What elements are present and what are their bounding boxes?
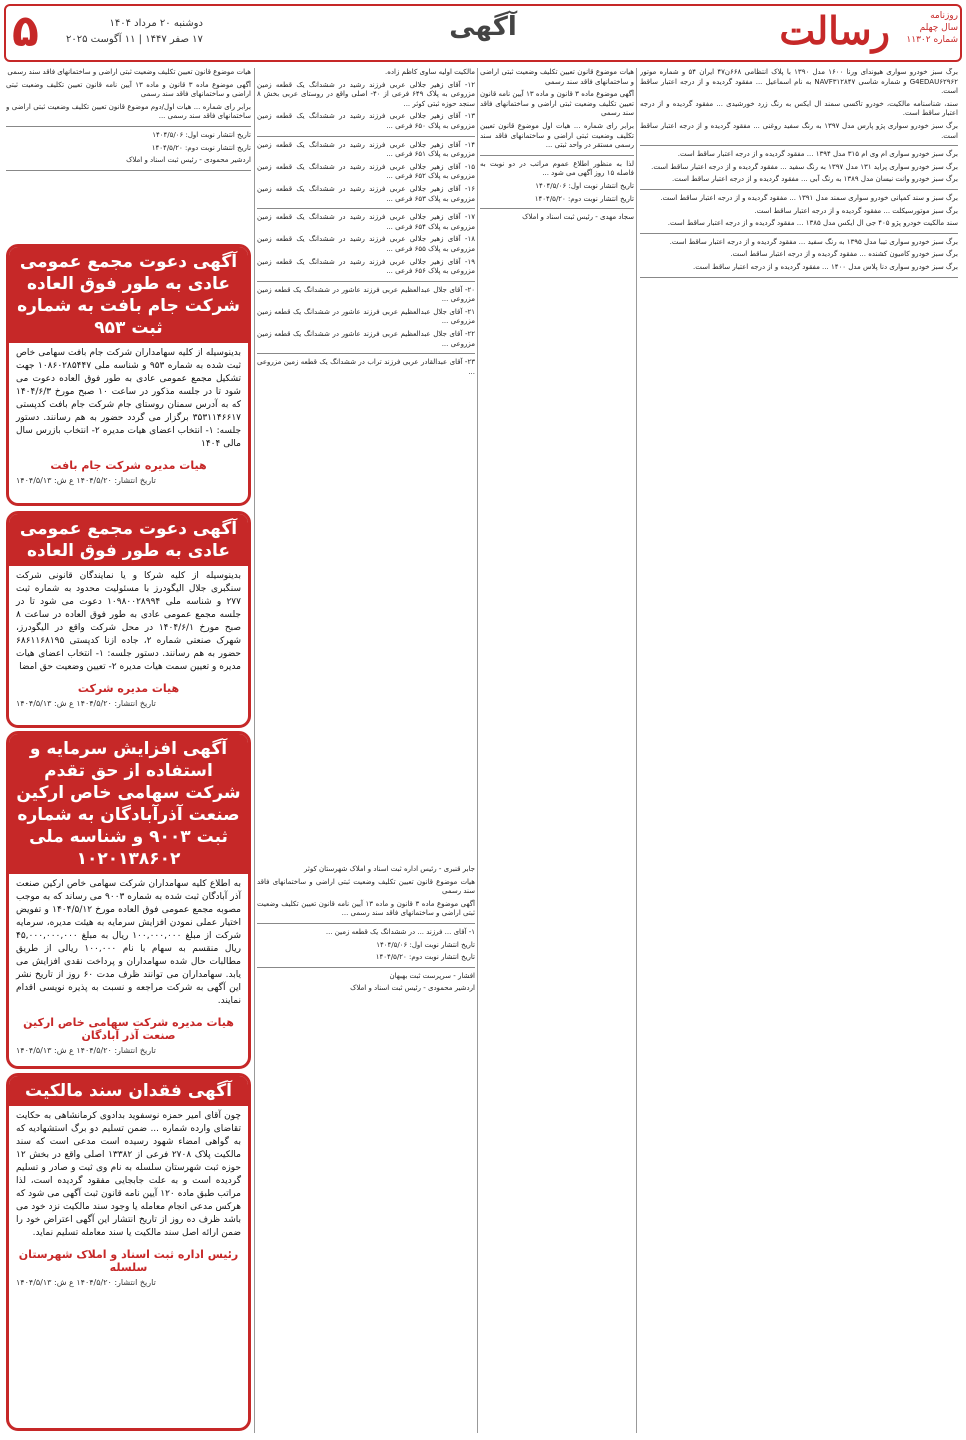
notice-paragraph: برگ سبز خودرو وانت نیسان مدل ۱۳۸۹ به رنگ آبی ... مفقود گردیده و از درجه اعتبار ساقط است. — [672, 175, 958, 184]
issue-dates — [66, 16, 203, 48]
page-number: ۵ — [12, 6, 39, 57]
notice-paragraph: ۱۶- آقای زهیر جلالی عربی فرزند رشید در ششدانگ یک قطعه زمین مزروعی به پلاک ۶۵۳ فرعی ... — [257, 184, 475, 203]
ad-general-meeting — [6, 511, 251, 728]
notice-paragraph: برگ سبز خودرو سواری پژو پارس مدل ۱۳۹۷ به رنگ سفید روغنی ... مفقود گردیده و از درجه اعتبار ساقط است. — [640, 121, 958, 140]
notice-paragraph: ۱- آقای ... فرزند ... در ششدانگ یک قطعه زمین ... — [325, 927, 475, 936]
ad-signature: هیات مدیره شرکت — [77, 682, 180, 695]
notice-paragraph: آگهی موضوع ماده ۳ قانون و ماده ۱۳ آیین نامه قانون تعیین تکلیف وضعیت ثبتی اراضی و ساختمانهای فاقد سند رسمی — [6, 80, 251, 99]
ad-signature: هیات مدیره شرکت سهامی خاص ارکین صنعت آذر آبادگان — [23, 1016, 234, 1042]
ad-title: آگهی دعوت مجمع عمومی عادی به طور فوق العاده شرکت جام بافت به شماره ثبت ۹۵۳ — [9, 247, 248, 343]
notice-paragraph: ۲۰- آقای جلال عبدالعظیم عربی فرزند عاشور در ششدانگ یک قطعه زمین مزروعی ... — [257, 285, 475, 304]
notice-paragraph: سند، شناسنامه مالکیت، خودرو تاکسی سمند ال ایکس به رنگ زرد خورشیدی ... مفقود گردیده و از درجه اعتبار ساقط است. — [640, 99, 958, 118]
column-divider — [636, 68, 637, 1433]
notice-paragraph: ۱۸- آقای زهیر جلالی عربی فرزند رشید در ششدانگ یک قطعه زمین مزروعی به پلاک ۶۵۵ فرعی ... — [257, 235, 475, 253]
notice-separator — [640, 145, 958, 146]
notice-paragraph: افشار - سرپرست ثبت بهبهان — [389, 971, 475, 980]
notice-paragraph: هیات موضوع قانون تعیین تکلیف وضعیت ثبتی اراضی و ساختمانهای فاقد سند رسمی — [7, 68, 251, 76]
ad-body: به اطلاع کلیه سهامداران شرکت سهامی خاص ارکین صنعت آذر آبادگان ثبت شده به شماره ۹۰۰۳ می رساند که به موجب مصوبه مجمع عمومی فوق العاده مورخ ۱۴۰۴/۵/۱۲ و تفویض اختیار عملی نمودن افزایش سرمایه به هیئت مدیره، سرمایه شرکت از مبلغ ۱۰۰,۰۰۰,۰۰۰ ریال به مبلغ ۴۵,۰۰۰,۰۰۰,۰۰۰ ریال منقسم به سهام با نام ۱۰۰,۰۰۰ ریالی از طریق مطالبات حال شده سهامداران و پرداخت نقدی افزایش می یابد. سهامداران می توانند ظرف مدت ۶۰ روز از تاریخ نشر این آگهی به شرکت مراجعه و نسبت به پذیره نویسی اقدام نمایند. — [16, 879, 242, 1006]
column-lost-documents — [640, 68, 958, 1433]
notice-paragraph: ۱۳- آقای زهیر جلالی عربی فرزند رشید در ششدانگ یک قطعه زمین مزروعی به پلاک ۶۵۰ فرعی ... — [257, 112, 475, 130]
notice-separator — [6, 170, 251, 171]
notice-paragraph: سند مالکیت خودرو پژو ۴۰۵ جی ال ایکس مدل ۱۳۸۵ ... مفقود گردیده و از درجه اعتبار ساقط است. — [667, 219, 958, 228]
notice-separator — [640, 233, 958, 234]
column-divider — [254, 68, 255, 1433]
ad-date: تاریخ انتشار: ۱۴۰۴/۵/۲۰ ع ش: ۱۴۰۴/۵/۱۳ — [16, 1046, 156, 1055]
ad-lost-deed — [6, 1073, 251, 1431]
notice-paragraph: ۲۲- آقای جلال عبدالعظیم عربی فرزند عاشور در ششدانگ یک قطعه زمین مزروعی ... — [257, 330, 475, 348]
notice-separator — [6, 126, 251, 127]
notice-paragraph: تاریخ انتشار نوبت اول: ۱۴۰۴/۵/۰۶ — [376, 940, 475, 949]
ad-date: تاریخ انتشار: ۱۴۰۴/۵/۲۰ ع ش: ۱۴۰۴/۵/۱۳ — [16, 1278, 156, 1287]
column-land-registry-2 — [257, 865, 475, 1425]
notice-paragraph: جابر قنبری - رئیس اداره ثبت اسناد و املاک شهرستان کوثر — [304, 865, 475, 873]
notice-paragraph: آگهی موضوع ماده ۳ قانون و ماده ۱۳ آیین نامه قانون تعیین تکلیف وضعیت ثبتی اراضی و ساختمانهای فاقد سند رسمی — [480, 90, 634, 118]
notice-paragraph: ۱۴- آقای زهیر جلالی عربی فرزند رشید در ششدانگ یک قطعه زمین مزروعی به پلاک ۶۵۱ فرعی ... — [257, 140, 475, 159]
notice-paragraph: برگ سبز و سند کمپانی خودرو سواری سمند مدل ۱۳۹۱ ... مفقود گردیده و از درجه اعتبار ساقط است. — [660, 193, 958, 202]
notice-separator — [257, 208, 475, 209]
notice-paragraph: برگ سبز خودرو سواری تیبا مدل ۱۳۹۵ به رنگ سفید ... مفقود گردیده و از درجه اعتبار ساقط است. — [669, 237, 958, 246]
column-divider — [477, 68, 478, 1433]
notice-paragraph: برگ سبز خودرو سواری ام وی ام ۳۱۵ مدل ۱۳۹۴ ... مفقود گردیده و از درجه اعتبار ساقط است. — [677, 150, 958, 159]
date-hijri-gregorian: ۱۷ صفر ۱۴۴۷ | ۱۱ آگوست ۲۰۲۵ — [66, 34, 203, 45]
notice-paragraph: برگ سبز خودرو سواری هیوندای ورنا ۱۶۰۰ مدل ۱۳۹۰ با پلاک انتظامی ۶۶۸ن۴۷ ایران ۵۴ و شماره موتور G4EDAU۶۲۹۶۲ و شماره شاسی NAVF۳۱۲۸۴۷ به نام اسماعیل ... مفقود گردیده و از درجه اعتبار ساقط است. — [640, 68, 958, 96]
date-persian: دوشنبه ۲۰ مرداد ۱۴۰۴ — [109, 18, 203, 29]
ad-title: آگهی دعوت مجمع عمومی عادی به طور فوق العاده — [9, 514, 248, 566]
ad-signature: هیات مدیره شرکت جام بافت — [50, 459, 207, 472]
notice-separator — [257, 353, 475, 354]
ad-title: آگهی افزایش سرمایه و استفاده از حق تقدم شرکت سهامی خاص ارکین صنعت آذرآبادگان به شماره ثبت ۹۰۰۳ و شناسه ملی ۱۰۲۰۱۳۸۶۰۲ — [9, 734, 248, 874]
notice-paragraph: ۱۲- آقای زهیر جلالی عربی فرزند رشید در ششدانگ یک قطعه زمین مزروعی به پلاک ۶۴۹ فرعی از ۴۰- اصلی واقع در روستای عربی بخش ۸ سنجد حوزه ثبتی کوثر ... — [257, 80, 475, 108]
notice-paragraph: آگهی موضوع ماده ۳ قانون و ماده ۱۳ آیین نامه قانون تعیین تکلیف وضعیت ثبتی اراضی و ساختمانهای فاقد سند رسمی ... — [257, 899, 475, 918]
notice-separator — [480, 208, 634, 209]
notice-separator — [257, 967, 475, 968]
section-title: آگهی — [449, 12, 517, 42]
ad-body: بدینوسیله از کلیه شرکا و یا نمایندگان قانونی شرکت سنگبری جلال الیگودرز با مسئولیت محدود به شماره ثبت ۲۷۷ و شناسه ملی ۱۰۹۸۰۰۲۸۹۹۴ دعوت می شود تا در جلسه مجمع عمومی عادی به طور فوق العاده در ساعت ۸ صبح مورخ ۱۴۰۴/۶/۱ در محل شرکت واقع در الیگودرز، شهرک صنعتی شماره ۲، جاده ازنا کدپستی ۶۸۶۱۱۶۸۱۹۵ حضور به هم رسانند. دستور جلسه: ۱- انتخاب اعضای هیات مدیره و تعیین سمت هیات مدیره ۲- تعیین وضعیت حق امضا — [16, 571, 242, 672]
ad-signature: رئیس اداره ثبت اسناد و املاک شهرستان سلسله — [18, 1248, 239, 1274]
ad-date: تاریخ انتشار: ۱۴۰۴/۵/۲۰ ع ش: ۱۴۰۴/۵/۱۳ — [16, 476, 156, 485]
notice-paragraph: ۲۱- آقای جلال عبدالعظیم عربی فرزند عاشور در ششدانگ یک قطعه زمین مزروعی ... — [257, 307, 475, 326]
ad-body: چون آقای امیر حمزه نوسفوید بدادوی کرمانشاهی به حکایت تقاضای وارده شماره ... ضمن تسلیم دو برگ استشهادیه که به گواهی امضاء شهود رسیده است مدعی است که سند مالکیت پلاک ۲۷۰۸ فرعی از ۱۳۳۸۲ اصلی واقع در بخش ۱۲ حوزه ثبت شهرستان سلسله به نام وی ثبت و صادر و تسلیم گردیده است و به علت جابجایی مفقود گردیده است، لذا مراتب طبق ماده ۱۲۰ آیین نامه قانون ثبت آگهی می شود که هرکس مدعی انجام معامله یا وجود سند مالکیت نزد خود می باشد ظرف ده روز از تاریخ انتشار این آگهی اعتراض خود را ضمن ارائه اصل سند مالکیت یا سند معامله تسلیم نماید. — [16, 1111, 241, 1238]
notice-paragraph: تاریخ انتشار نوبت دوم: ۱۴۰۴/۵/۲۰ — [534, 194, 634, 203]
notice-paragraph: ۲۳- آقای عبدالقادر عربی فرزند تراب در ششدانگ یک قطعه زمین مزروعی ... — [257, 358, 475, 376]
masthead-issue: شماره ۱۱۳۰۲ — [906, 35, 958, 45]
column-top-left-notice — [6, 68, 251, 246]
notice-paragraph: برگ سبز خودرو کامیون کشنده ... مفقود گردیده و از درجه اعتبار ساقط است. — [730, 250, 958, 259]
ad-date: تاریخ انتشار: ۱۴۰۴/۵/۲۰ ع ش: ۱۴۰۴/۵/۱۳ — [16, 699, 156, 708]
notice-paragraph: هیات موضوع قانون تعیین تکلیف وضعیت ثبتی اراضی و ساختمانهای فاقد سند رسمی — [257, 877, 475, 896]
ad-body: بدینوسیله از کلیه سهامداران شرکت جام بافت سهامی خاص ثبت شده به شماره ۹۵۳ و شناسه ملی ۱۰۸۶۰۲۸۵۴۴۷ جهت تشکیل مجمع عمومی عادی به طور فوق العاده دعوت می شود تا در جلسه مذکور در ساعت ۱۰ صبح مورخ ۱۴۰۴/۶/۳ که به آدرس سمنان روستای جام شرکت جام بافت کدپستی ۳۵۳۱۱۴۶۶۱۷ برگزار می گردد حضور به هم رسانند. دستور جلسه: ۱- انتخاب اعضای هیات مدیره ۲- انتخاب بازرس سال مالی ۱۴۰۴ — [16, 348, 242, 449]
ad-capital-increase — [6, 731, 251, 1069]
notice-separator — [257, 923, 475, 924]
notice-paragraph: اردشیر محمودی - رئیس ثبت اسناد و املاک — [350, 984, 475, 993]
notice-paragraph: ۱۵- آقای زهیر جلالی عربی فرزند رشید در ششدانگ یک قطعه زمین مزروعی به پلاک ۶۵۲ فرعی ... — [257, 162, 475, 181]
masthead — [4, 4, 962, 62]
ad-jam-baft-meeting — [6, 244, 251, 506]
notice-separator — [480, 155, 634, 156]
notice-paragraph: تاریخ انتشار نوبت اول: ۱۴۰۴/۵/۰۶ — [535, 181, 634, 190]
notice-paragraph: سجاد مهدی - رئیس ثبت اسناد و املاک — [522, 213, 634, 222]
notice-separator — [640, 189, 958, 190]
notice-paragraph: تاریخ انتشار نوبت دوم: ۱۴۰۴/۵/۲۰ — [375, 953, 475, 962]
brand-logo: رسالت — [779, 8, 890, 53]
notice-paragraph: برگ سبز موتورسیکلت ... مفقود گردیده و از درجه اعتبار ساقط است. — [754, 206, 958, 215]
notice-paragraph: برابر رای شماره ... هیات اول/دوم موضوع قانون تعیین تکلیف وضعیت ثبتی اراضی و ساختمانهای فاقد سند رسمی ... — [6, 102, 251, 121]
notice-paragraph: برگ سبز خودرو سواری دنا پلاس مدل ۱۴۰۰ ... مفقود گردیده و از درجه اعتبار ساقط است. — [693, 262, 958, 271]
ad-title: آگهی فقدان سند مالکیت — [9, 1076, 248, 1106]
notice-paragraph: ۱۹- آقای زهیر جلالی عربی فرزند رشید در ششدانگ یک قطعه زمین مزروعی به پلاک ۶۵۶ فرعی ... — [257, 257, 475, 276]
masthead-label: روزنامه — [930, 11, 958, 21]
masthead-year: سال چهلم — [919, 23, 958, 33]
notice-separator — [640, 277, 958, 278]
notice-paragraph: تاریخ انتشار نوبت دوم: ۱۴۰۴/۵/۲۰ — [151, 143, 251, 152]
notice-paragraph: برابر رای شماره ... هیات اول موضوع قانون تعیین تکلیف وضعیت ثبتی اراضی و ساختمانهای فاقد سند رسمی مستقر در واحد ثبتی ... — [480, 121, 634, 150]
notice-paragraph: هیات موضوع قانون تعیین تکلیف وضعیت ثبتی اراضی و ساختمانهای فاقد سند رسمی — [480, 68, 634, 86]
notice-paragraph: مالکیت اولیه ساوی کاظم زاده. — [385, 68, 475, 76]
notice-separator — [257, 281, 475, 282]
notice-separator — [257, 136, 475, 137]
notice-paragraph: اردشیر محمودی - رئیس ثبت اسناد و املاک — [126, 156, 251, 165]
column-land-notices — [480, 68, 634, 1433]
notice-paragraph: ۱۷- آقای زهیر جلالی عربی فرزند رشید در ششدانگ یک قطعه زمین مزروعی به پلاک ۶۵۴ فرعی ... — [257, 213, 475, 231]
notice-paragraph: برگ سبز خودرو سواری پراید ۱۳۱ مدل ۱۳۹۷ به رنگ سفید ... مفقود گردیده و از درجه اعتبار ساقط است. — [651, 162, 958, 171]
masthead-info — [896, 10, 958, 46]
notice-paragraph: لذا به منظور اطلاع عموم مراتب در دو نوبت به فاصله ۱۵ روز آگهی می شود ... — [480, 159, 634, 178]
column-land-registry — [257, 68, 475, 858]
notice-paragraph: تاریخ انتشار نوبت اول: ۱۴۰۴/۵/۰۶ — [152, 130, 251, 139]
